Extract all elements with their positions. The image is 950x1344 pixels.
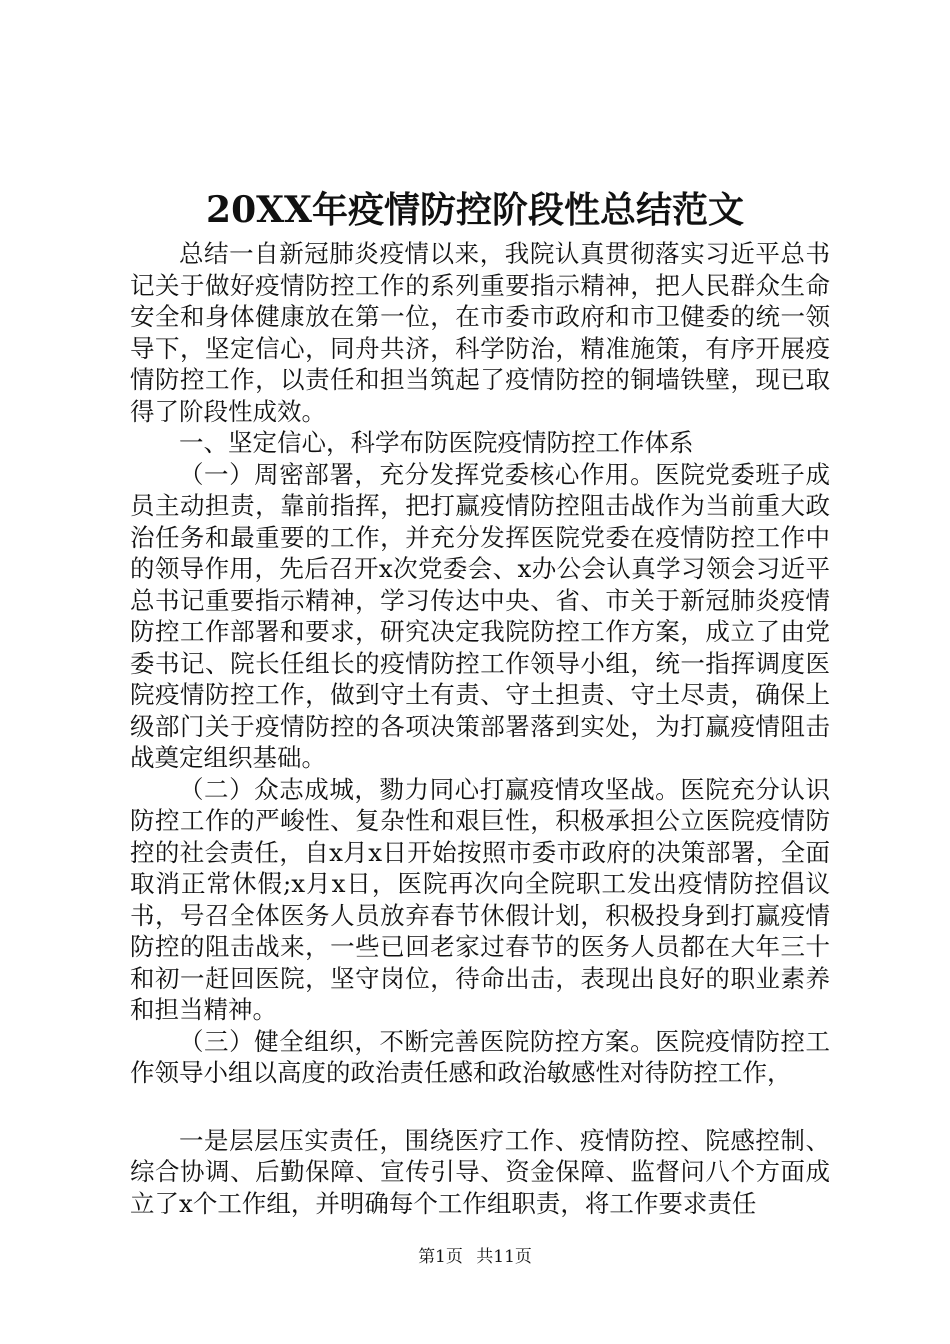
paragraph-point-1: 一是层层压实责任，围绕医疗工作、疫情防控、院感控制、综合协调、后勤保障、宣传引导、资金保障、监督问八个方面成立了x个工作组，并明确每个工作组职责，将工作要求责任: [130, 1125, 830, 1218]
paragraph-intro: 总结一自新冠肺炎疫情以来，我院认真贯彻落实习近平总书记关于做好疫情防控工作的系列重要指示精神，把人民群众生命安全和身体健康放在第一位，在市委市政府和市卫健委的统一领导下，坚定信心，同舟共济，科学防治，精准施策，有序开展疫情防控工作，以责任和担当筑起了疫情防控的铜墙铁壁，现已取得了阶段性成效。: [130, 239, 830, 426]
page-footer: [0, 1246, 950, 1268]
page-number: 第1页: [418, 1247, 463, 1267]
paragraph-subsection-1: （一）周密部署，充分发挥党委核心作用。医院党委班子成员主动担责，靠前指挥，把打赢疫情防控阻击战作为当前重大政治任务和最重要的工作，并充分发挥医院党委在疫情防控工作中的领导作用，先后召开x次党委会、x办公会认真学习领会习近平总书记重要指示精神，学习传达中央、省、市关于新冠肺炎疫情防控工作部署和要求，研究决定我院防控工作方案，成立了由党委书记、院长任组长的疫情防控工作领导小组，统一指挥调度医院疫情防控工作，做到守土有责、守土担责、守土尽责，确保上级部门关于疫情防控的各项决策部署落到实处，为打赢疫情阻击战奠定组织基础。: [130, 459, 830, 772]
paragraph-subsection-3: （三）健全组织，不断完善医院防控方案。医院疫情防控工作领导小组以高度的政治责任感和政治敏感性对待防控工作，: [130, 1026, 830, 1087]
paragraph-subsection-2: （二）众志成城，勠力同心打赢疫情攻坚战。医院充分认识防控工作的严峻性、复杂性和艰巨性，积极承担公立医院疫情防控的社会责任，自x月x日开始按照市委市政府的决策部署，全面取消正常休假;x月x日，医院再次向全院职工发出疫情防控倡议书，号召全体医务人员放弃春节休假计划，积极投身到打赢疫情防控的阻击战来，一些已回老家过春节的医务人员都在大年三十和初一赶回医院，坚守岗位，待命出击，表现出良好的职业素养和担当精神。: [130, 774, 830, 1024]
section-heading-1: 一、坚定信心，科学布防医院疫情防控工作体系: [179, 428, 694, 457]
page-total: 共11页: [476, 1247, 532, 1267]
document-title: 20XX年疫情防控阶段性总结范文: [206, 189, 744, 231]
document-body: [130, 238, 830, 1219]
paragraph-gap: [130, 1089, 830, 1125]
